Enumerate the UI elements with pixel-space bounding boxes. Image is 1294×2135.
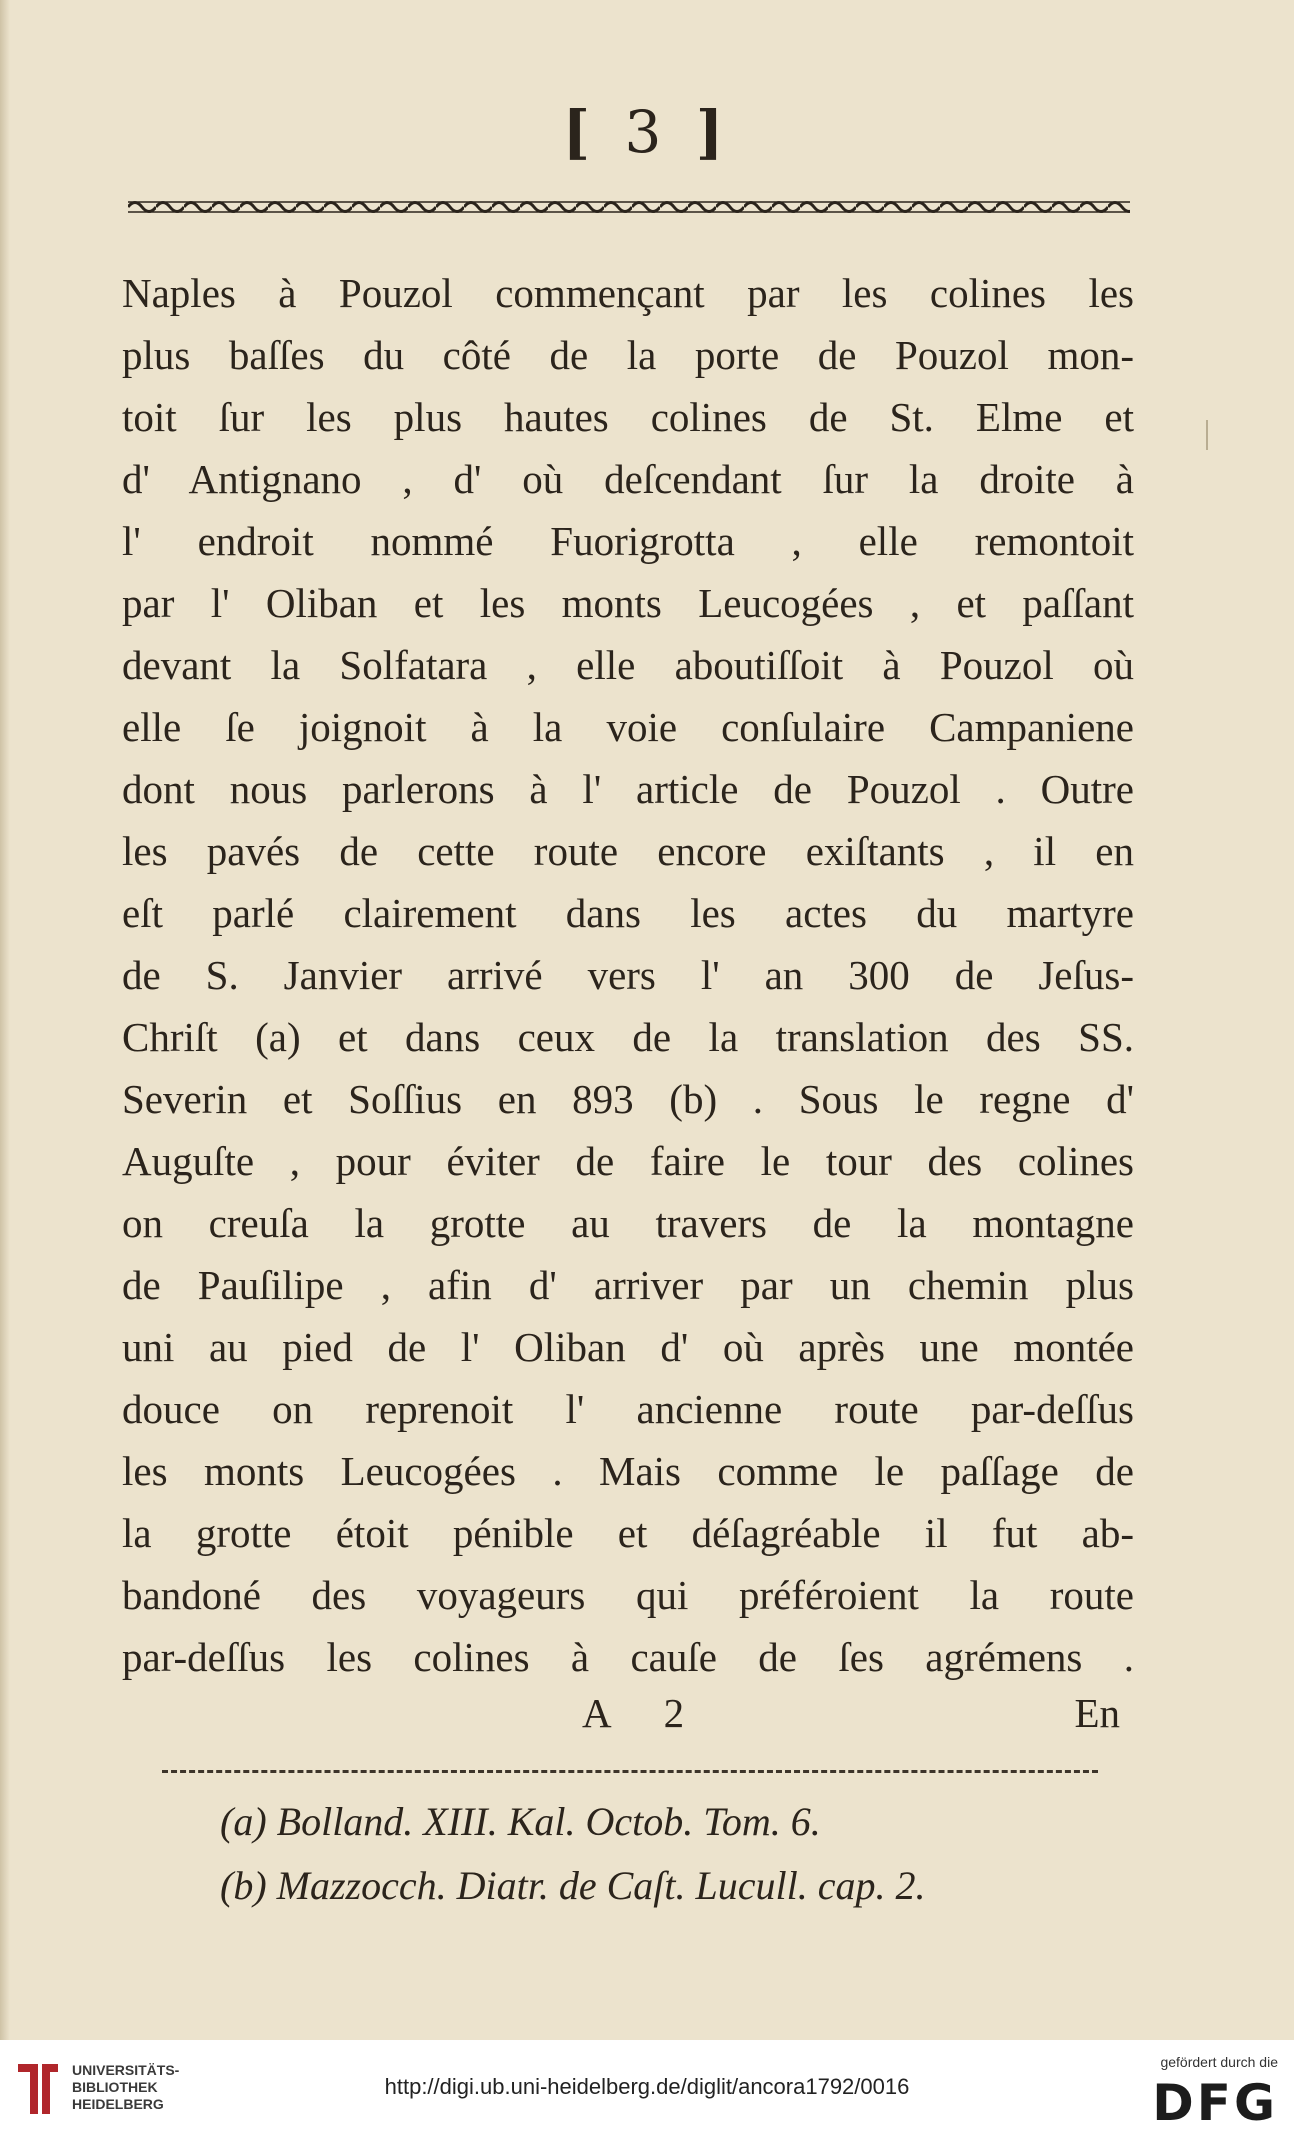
text-line: l' endroit nommé Fuorigrotta , elle remontoit [122,518,1134,564]
footnote-a: (a) Bolland. XIII. Kal. Octob. Tom. 6. [220,1799,821,1844]
text-line: eſt parlé clairement dans les actes du martyre [122,890,1134,936]
text-line: Naples à Pouzol commençant par les colines les [122,270,1134,316]
body-text [122,262,1134,1688]
text-line: d' Antignano , d' où deſcendant ſur la droite à [122,456,1134,502]
header-ornament-rule [128,196,1130,218]
text-line: Severin et Soſſius en 893 (b) . Sous le regne d' [122,1076,1134,1122]
dfg-logo: DFG [1152,2074,1278,2132]
text-line: les monts Leucogées . Mais comme le paſſage de [122,1448,1134,1494]
institution-line: UNIVERSITÄTS- [72,2062,180,2078]
catchword: En [1074,1690,1120,1736]
text-line: plus baſſes du côté de la porte de Pouzol mon- [122,332,1134,378]
text-line: les pavés de cette route encore exiſtants , il en [122,828,1134,874]
header-bracket-right: ] [695,98,732,166]
page-number: 3 [624,98,670,166]
text-line: par l' Oliban et les monts Leucogées , et paſſant [122,580,1134,626]
text-line: Auguſte , pour éviter de faire le tour des colines [122,1138,1134,1184]
page-binding-edge [0,0,10,2040]
text-line: Chriſt (a) et dans ceux de la translation des SS. [122,1014,1134,1060]
text-line: de S. Janvier arrivé vers l' an 300 de Jeſus- [122,952,1134,998]
text-line: par-deſſus les colines à cauſe de ſes agrémens . [122,1634,1134,1680]
footnotes [220,1790,1120,1918]
source-url[interactable]: http://digi.ub.uni-heidelberg.de/diglit/ancora1792/0016 [384,2074,910,2099]
text-line: elle ſe joignoit à la voie conſulaire Campaniene [122,704,1134,750]
margin-mark [1206,420,1208,450]
text-line: devant la Solfatara , elle aboutiſſoit à Pouzol où [122,642,1134,688]
text-line: la grotte étoit pénible et déſagréable il fut ab- [122,1510,1134,1556]
text-line: bandoné des voyageurs qui préféroient la route [122,1572,1134,1618]
text-line: douce on reprenoit l' ancienne route par-deſſus [122,1386,1134,1432]
text-line: dont nous parlerons à l' article de Pouzol . Outre [122,766,1134,812]
text-line: on creuſa la grotte au travers de la montagne [122,1200,1134,1246]
footnote-rule [162,1770,1098,1779]
text-line: uni au pied de l' Oliban d' où après une montée [122,1324,1134,1370]
header-bracket-left: [ [562,98,599,166]
text-line: toit ſur les plus hautes colines de St. Elme et [122,394,1134,440]
footnote-b: (b) Mazzocch. Diatr. de Caſt. Lucull. cap. 2. [220,1863,926,1908]
page-header [0,98,1294,166]
signature-line [122,1682,1134,1744]
institution-line: HEIDELBERG [72,2096,164,2112]
text-line: de Pauſilipe , afin d' arriver par un chemin plus [122,1262,1134,1308]
institution-line: BIBLIOTHEK [72,2079,158,2095]
viewer-footer [0,2040,1294,2135]
signature-mark: A 2 [582,1690,707,1736]
funding-caption: gefördert durch die [1160,2054,1278,2070]
